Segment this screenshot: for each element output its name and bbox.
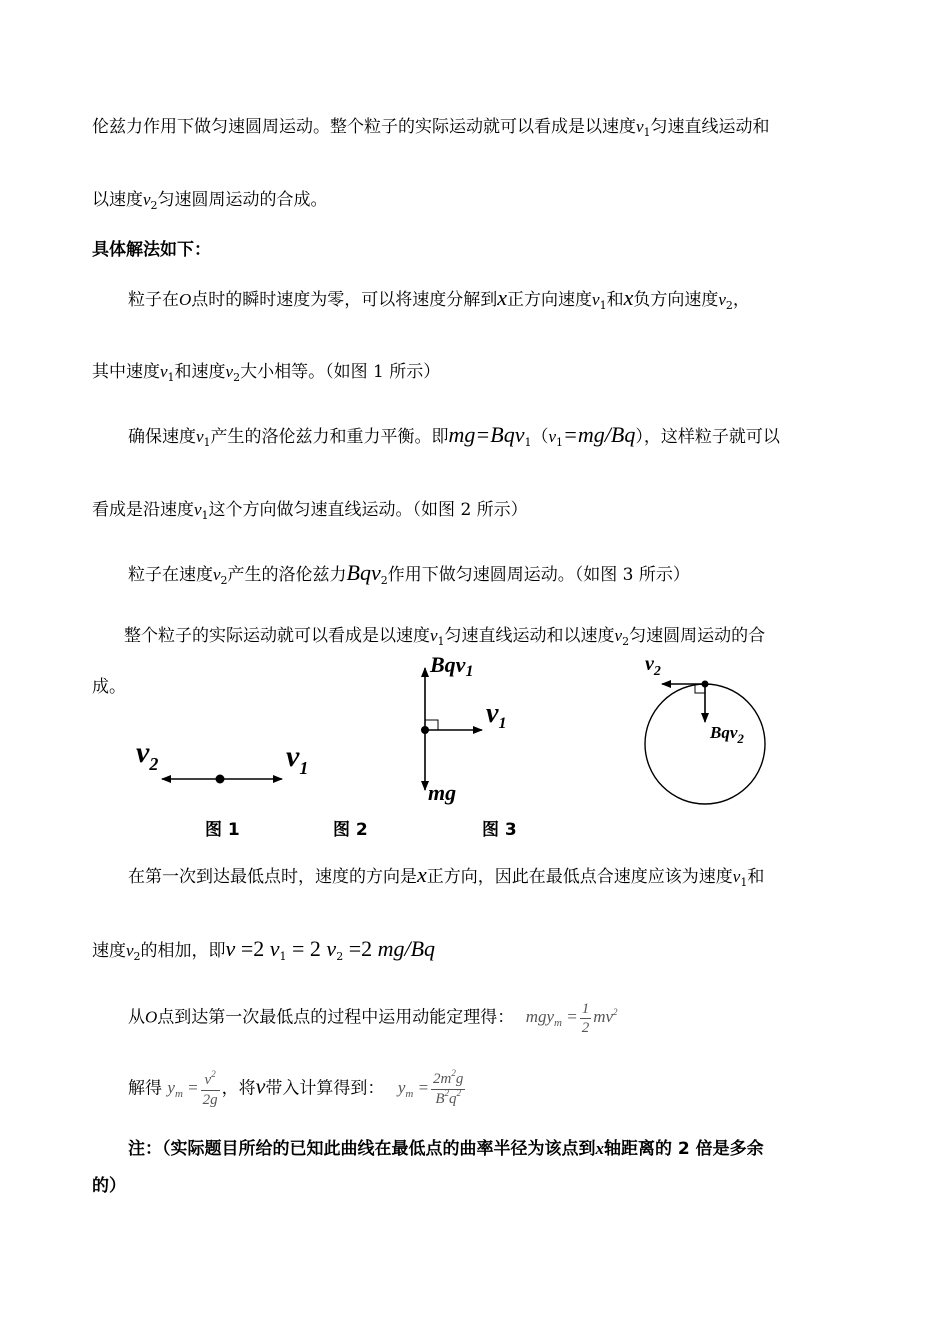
section-heading: 具体解法如下： — [92, 240, 211, 260]
kinetic-energy-formula: mgy$_m$ = $\frac{1}{2}$ $mv^2$ — [525, 1001, 618, 1036]
note-line-2: 的） — [92, 1176, 126, 1196]
fig3-v2-label: $v_2$ — [645, 653, 661, 679]
fig1-caption: 图 1 — [205, 820, 240, 840]
particle-dot — [216, 775, 225, 784]
text-line-4: 其中速度$v_1$和速度$v_2$大小相等。（如图 1 所示） — [92, 362, 441, 384]
fig1-v2-label: $v_2$ — [136, 736, 159, 774]
text-line-13: 解得 $y_m$ = $\frac{v^2}{2g}$ ，将v带入计算得到： $y_m$ = $\frac{2m^2g}{B^2q^2}$ — [128, 1070, 467, 1109]
text-line-1: 伦兹力作用下做匀速圆周运动。整个粒子的实际运动就可以看成是以速度$v_1$匀速直线运动和 — [92, 117, 770, 139]
text-line-8: 整个粒子的实际运动就可以看成是以速度$v_1$匀速直线运动和以速度$v_2$匀速圆周运动的合 — [124, 626, 766, 648]
fig3-bqv2-label: Bqv$_2$ — [710, 723, 744, 746]
particle-dot — [702, 681, 709, 688]
figure-3 — [645, 653, 765, 804]
fig3-caption: 图 3 — [482, 820, 517, 840]
figures-diagram — [0, 640, 950, 840]
figure-2 — [421, 652, 506, 805]
fig2-caption: 图 2 — [333, 820, 368, 840]
text-line-7: 粒子在速度$v_2$产生的洛伦兹力Bqv$_2$作用下做匀速圆周运动。（如图 3 所示） — [128, 560, 690, 587]
text-line-5: 确保速度$v_1$产生的洛伦兹力和重力平衡。即$mg=Bqv_1(v_1=mg/Bq)$，这样粒子就可以 — [128, 422, 780, 449]
note-line-1: 注：（实际题目所给的已知此曲线在最低点的曲率半径为该点到x轴距离的 2 倍是多余 — [128, 1139, 764, 1159]
ym-formula-2: $y_m$ = $\frac{2m^2g}{B^2q^2}$ — [397, 1068, 464, 1107]
text-line-10: 在第一次到达最低点时，速度的方向是x正方向，因此在最低点合速度应该为速度$v_1$和 — [128, 862, 765, 889]
figure-1 — [136, 736, 308, 784]
text-line-6: 看成是沿速度$v_1$这个方向做匀速直线运动。（如图 2 所示） — [92, 500, 528, 522]
text-line-2: 以速度$v_2$匀速圆周运动的合成。 — [92, 190, 328, 212]
fig1-v1-label: $v_1$ — [286, 740, 309, 778]
text-line-9: 成。 — [92, 677, 126, 697]
ym-formula-1: $y_m$ = $\frac{v^2}{2g}$ — [167, 1068, 218, 1108]
text-line-11: 速度$v_2$的相加，即v =2 $v_1 = 2$ $v_2 =2$ mg/Bq — [92, 936, 436, 963]
particle-dot — [421, 726, 429, 734]
text-line-3: 粒子在O点时的瞬时速度为零，可以将速度分解到x正方向速度$v_1$和x负方向速度$v_2$， — [128, 285, 750, 312]
fig2-mg-label: mg — [428, 780, 457, 805]
fig2-bqv1-label: Bqv1 — [430, 652, 474, 680]
text-line-12: 从O点到达第一次最低点的过程中运用动能定理得： mgy$_m$ = $\frac{1}{2}$ $mv^2$ — [128, 1001, 618, 1036]
fig2-v1-label: $v_1$ — [486, 698, 507, 732]
